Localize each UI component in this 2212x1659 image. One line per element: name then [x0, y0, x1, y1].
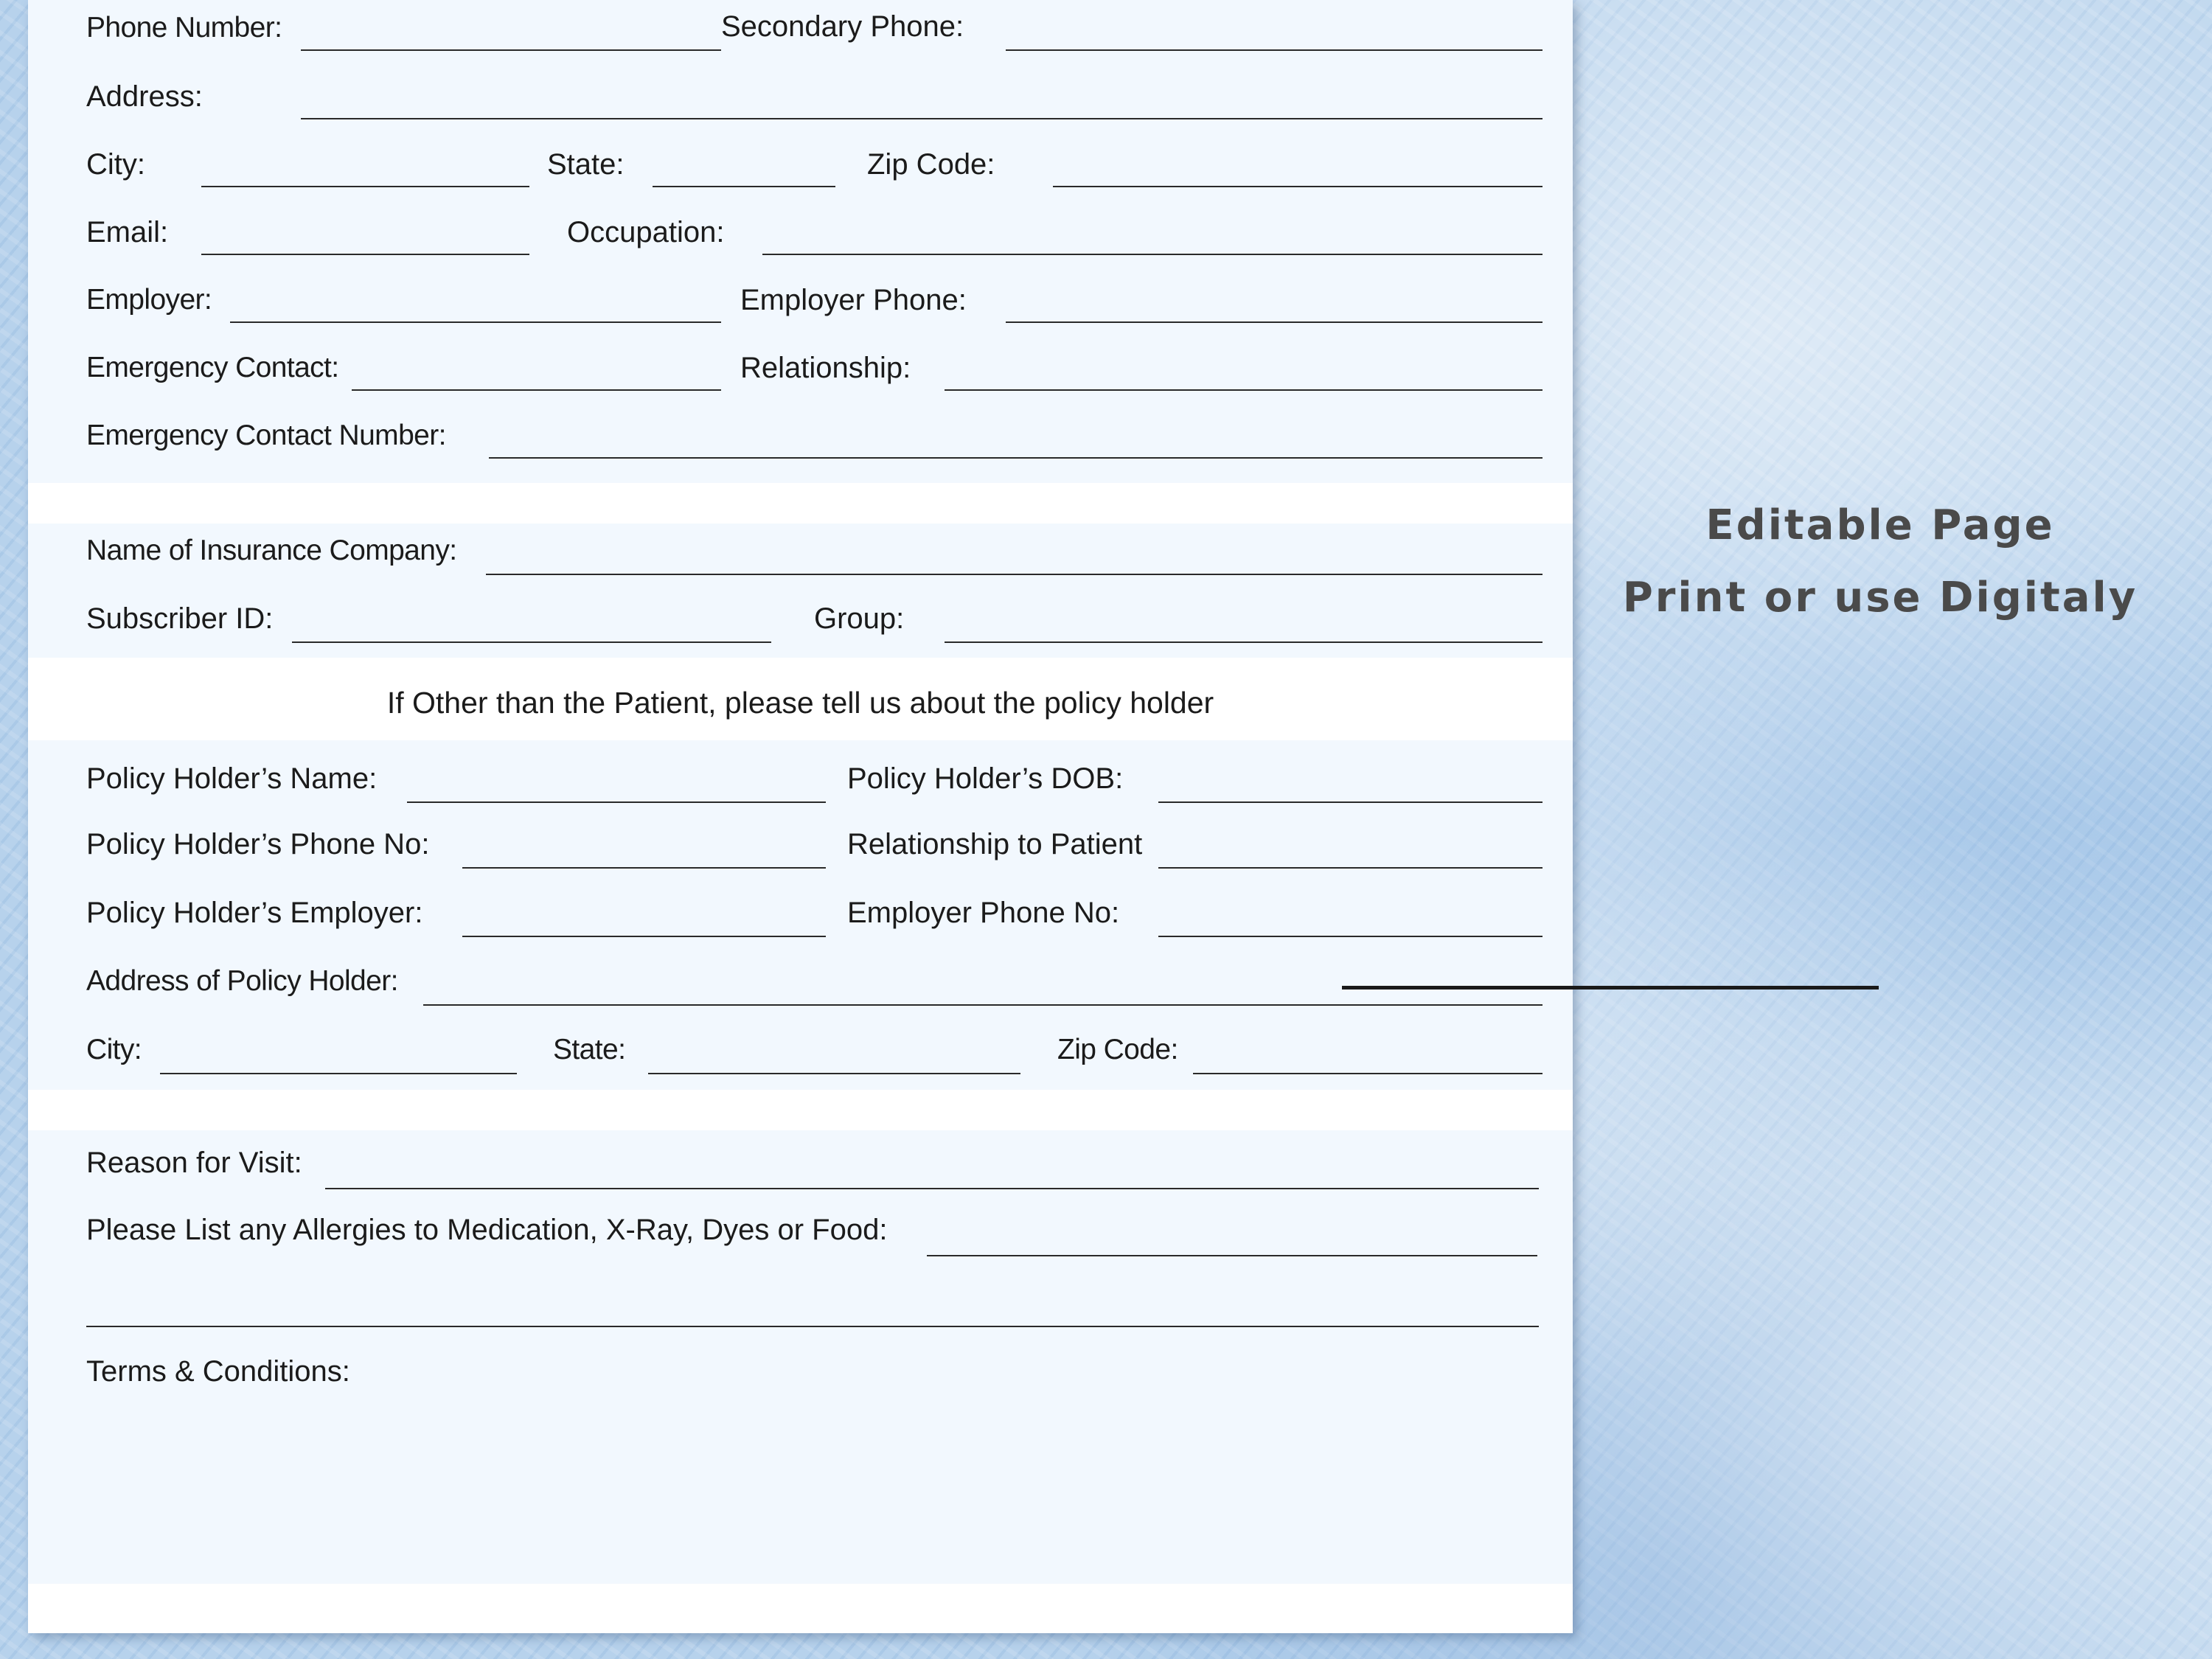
subscriber-id-field[interactable]: [292, 641, 771, 643]
employer-phone-no-label: Employer Phone No:: [847, 897, 1120, 929]
policy-holder-employer-field[interactable]: [462, 936, 826, 937]
relationship-field[interactable]: [945, 389, 1543, 391]
allergies-label: Please List any Allergies to Medication, X-Ray, Dyes or Food:: [86, 1214, 888, 1246]
city-field[interactable]: [201, 186, 529, 187]
stray-divider-line: [1342, 986, 1879, 990]
state-field[interactable]: [653, 186, 835, 187]
policy-holder-phone-field[interactable]: [462, 867, 826, 869]
phone-field[interactable]: [301, 49, 721, 51]
subscriber-id-label: Subscriber ID:: [86, 602, 274, 635]
policy-holder-zip-label: Zip Code:: [1057, 1034, 1178, 1065]
form-page: [28, 0, 1573, 1633]
email-label: Email:: [86, 216, 169, 248]
insurance-company-label: Name of Insurance Company:: [86, 535, 457, 566]
employer-label: Employer:: [86, 284, 212, 316]
zip-label: Zip Code:: [867, 148, 995, 181]
employer-phone-label: Employer Phone:: [740, 284, 967, 316]
policy-holder-phone-label: Policy Holder’s Phone No:: [86, 828, 430, 860]
relationship-label: Relationship:: [740, 352, 911, 384]
allergies-field[interactable]: [927, 1255, 1537, 1256]
visit-section: [28, 1130, 1573, 1584]
employer-phone-field[interactable]: [1006, 321, 1543, 323]
policy-holder-section: [28, 740, 1573, 1090]
terms-label: Terms & Conditions:: [86, 1355, 350, 1388]
state-label: State:: [547, 148, 625, 181]
contact-section: [28, 0, 1573, 483]
policy-holder-address-label: Address of Policy Holder:: [86, 965, 398, 997]
policy-holder-state-field[interactable]: [648, 1073, 1020, 1074]
policy-holder-zip-field[interactable]: [1193, 1073, 1543, 1074]
policy-holder-state-label: State:: [553, 1034, 626, 1065]
insurance-company-field[interactable]: [486, 574, 1543, 575]
employer-field[interactable]: [230, 321, 721, 323]
email-field[interactable]: [201, 254, 529, 255]
occupation-field[interactable]: [762, 254, 1543, 255]
occupation-label: Occupation:: [567, 216, 725, 248]
policy-holder-dob-field[interactable]: [1158, 801, 1543, 803]
city-label: City:: [86, 148, 145, 181]
policy-holder-address-field[interactable]: [423, 1004, 1543, 1006]
policy-holder-name-field[interactable]: [407, 801, 826, 803]
address-label: Address:: [86, 80, 203, 113]
reason-for-visit-label: Reason for Visit:: [86, 1147, 302, 1179]
group-field[interactable]: [945, 641, 1543, 643]
policy-holder-note: If Other than the Patient, please tell us about the policy holder: [386, 686, 1214, 720]
emergency-number-label: Emergency Contact Number:: [86, 420, 446, 451]
policy-holder-city-field[interactable]: [160, 1073, 517, 1074]
address-field[interactable]: [301, 118, 1543, 119]
insurance-section: [28, 524, 1573, 658]
policy-holder-name-label: Policy Holder’s Name:: [86, 762, 378, 795]
promo-editable: Editable Page: [1705, 501, 2055, 549]
promo-print-digital: Print or use Digitaly: [1622, 574, 2138, 622]
phone-label: Phone Number:: [86, 12, 282, 44]
reason-for-visit-field[interactable]: [325, 1188, 1539, 1189]
secondary-phone-label: Secondary Phone:: [721, 10, 964, 43]
group-label: Group:: [814, 602, 905, 635]
secondary-phone-field[interactable]: [1006, 49, 1543, 51]
policy-holder-employer-label: Policy Holder’s Employer:: [86, 897, 423, 929]
zip-field[interactable]: [1053, 186, 1543, 187]
employer-phone-no-field[interactable]: [1158, 936, 1543, 937]
policy-holder-dob-label: Policy Holder’s DOB:: [847, 762, 1124, 795]
emergency-contact-field[interactable]: [352, 389, 721, 391]
policy-holder-city-label: City:: [86, 1034, 142, 1065]
allergies-field-extra[interactable]: [86, 1326, 1539, 1327]
relationship-to-patient-label: Relationship to Patient: [847, 828, 1143, 860]
emergency-contact-label: Emergency Contact:: [86, 352, 339, 383]
emergency-number-field[interactable]: [489, 457, 1543, 459]
relationship-to-patient-field[interactable]: [1158, 867, 1543, 869]
